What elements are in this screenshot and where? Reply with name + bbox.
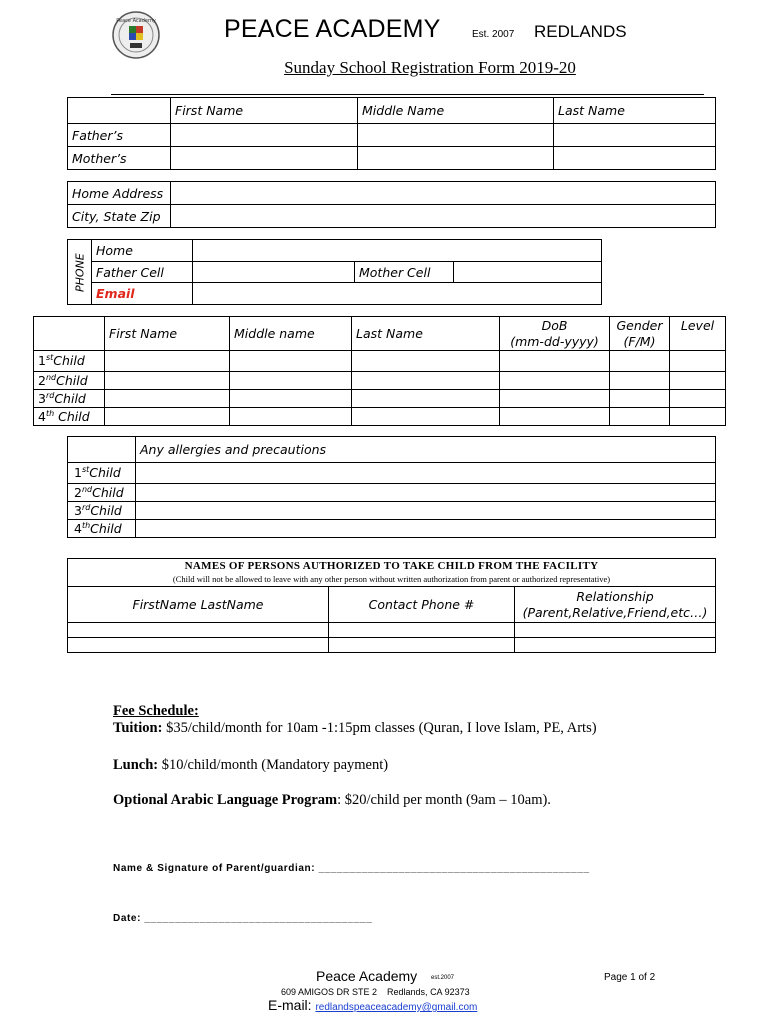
father-middle-field[interactable] [358, 124, 554, 147]
children-table [33, 316, 726, 426]
mother-cell-field[interactable] [454, 262, 602, 283]
email-label: Email [92, 283, 193, 305]
mother-first-field[interactable] [171, 147, 358, 170]
child-2-last-field[interactable] [352, 372, 500, 390]
child-col-first-name: First Name [105, 317, 230, 351]
mother-label: Mother’s [68, 147, 171, 170]
auth-relationship-field-2[interactable] [515, 638, 716, 653]
allergy-row-label: 2ndChild [68, 484, 136, 502]
page-number: Page 1 of 2 [604, 972, 656, 983]
svg-text:Peace Academy: Peace Academy [116, 18, 156, 24]
child-row-label: 1stChild [34, 351, 105, 372]
arabic-label: Optional Arabic Language Program [113, 792, 338, 808]
auth-name-field-2[interactable] [68, 638, 329, 653]
auth-phone-field-2[interactable] [329, 638, 515, 653]
child-4-first-field[interactable] [105, 408, 230, 426]
child-1-dob-field[interactable] [500, 351, 610, 372]
father-first-field[interactable] [171, 124, 358, 147]
auth-relationship-field-1[interactable] [515, 623, 716, 638]
authorized-heading [68, 559, 716, 587]
school-name: PEACE ACADEMY [224, 15, 441, 43]
auth-name-field-1[interactable] [68, 623, 329, 638]
child-3-last-field[interactable] [352, 390, 500, 408]
child-1-last-field[interactable] [352, 351, 500, 372]
child-4-dob-field[interactable] [500, 408, 610, 426]
lunch-line [113, 757, 388, 774]
child-3-level-field[interactable] [670, 390, 726, 408]
child-4-level-field[interactable] [670, 408, 726, 426]
child-3-first-field[interactable] [105, 390, 230, 408]
parents-table [67, 97, 716, 170]
fee-schedule-heading: Fee Schedule: [113, 703, 199, 719]
authorized-title: NAMES OF PERSONS AUTHORIZED TO TAKE CHILD FROM THE FACILITY [184, 560, 599, 572]
phone-table [67, 239, 602, 305]
auth-col-name: FirstName LastName [68, 587, 329, 623]
child-3-middle-field[interactable] [230, 390, 352, 408]
father-cell-label: Father Cell [92, 262, 193, 283]
tuition-line [113, 720, 597, 737]
home-address-field[interactable] [171, 182, 716, 205]
child-1-gender-field[interactable] [610, 351, 670, 372]
mother-middle-field[interactable] [358, 147, 554, 170]
established-year: Est. 2007 [472, 29, 515, 40]
allergy-row-label: 1stChild [68, 463, 136, 484]
child-col-last-name: Last Name [352, 317, 500, 351]
mother-cell-label: Mother Cell [355, 262, 454, 283]
child-2-level-field[interactable] [670, 372, 726, 390]
school-city: REDLANDS [534, 22, 627, 41]
dob-format: (mm-dd-yyyy) [510, 334, 599, 349]
child-col-gender [610, 317, 670, 351]
child-row-label: 3rdChild [34, 390, 105, 408]
title-divider [111, 94, 704, 95]
child-4-gender-field[interactable] [610, 408, 670, 426]
footer-est: est.2007 [431, 975, 455, 981]
footer-email-link[interactable]: redlandspeaceacademy@gmail.com [315, 1002, 478, 1013]
footer-name: Peace Academy [316, 968, 418, 984]
child-3-allergies-field[interactable] [136, 502, 716, 520]
child-row-label: 4th Child [34, 408, 105, 426]
child-1-first-field[interactable] [105, 351, 230, 372]
lunch-label: Lunch: [113, 757, 159, 773]
father-label: Father’s [68, 124, 171, 147]
school-logo [111, 10, 161, 60]
tuition-label: Tuition: [113, 720, 163, 736]
address-table [67, 181, 716, 228]
mother-last-field[interactable] [554, 147, 716, 170]
city-state-zip-field[interactable] [171, 205, 716, 228]
auth-phone-field-1[interactable] [329, 623, 515, 638]
child-2-allergies-field[interactable] [136, 484, 716, 502]
arabic-text: : $20/child per month (9am – 10am). [337, 792, 551, 808]
child-3-dob-field[interactable] [500, 390, 610, 408]
col-first-name: First Name [171, 98, 358, 124]
father-cell-field[interactable] [193, 262, 355, 283]
father-last-field[interactable] [554, 124, 716, 147]
city-state-zip-label: City, State Zip [68, 205, 171, 228]
allergies-header: Any allergies and precautions [136, 437, 716, 463]
child-col-dob [500, 317, 610, 351]
col-last-name: Last Name [554, 98, 716, 124]
auth-col-phone: Contact Phone # [329, 587, 515, 623]
child-1-middle-field[interactable] [230, 351, 352, 372]
child-4-last-field[interactable] [352, 408, 500, 426]
allergy-row-label: 3rdChild [68, 502, 136, 520]
dob-label: DoB [541, 318, 568, 333]
footer-email-line [268, 997, 477, 1013]
gender-label: Gender [616, 318, 663, 333]
form-title: Sunday School Registration Form 2019-20 [284, 58, 576, 77]
child-col-middle-name: Middle name [230, 317, 352, 351]
footer-email-label: E-mail: [268, 997, 312, 1013]
allergy-row-label: 4thChild [68, 520, 136, 538]
relationship-label: Relationship [576, 588, 654, 604]
col-middle-name: Middle Name [358, 98, 554, 124]
child-row-label: 2ndChild [34, 372, 105, 390]
authorized-table [67, 558, 716, 653]
child-2-first-field[interactable] [105, 372, 230, 390]
tuition-text: $35/child/month for 10am -1:15pm classes (Quran, I love Islam, PE, Arts) [162, 720, 597, 736]
authorized-note: (Child will not be allowed to leave with any other person without written authorization from parent or authorized representative) [172, 574, 611, 584]
relationship-options: (Parent,Relative,Friend,etc…) [522, 604, 708, 620]
email-field[interactable] [193, 283, 602, 305]
signature-line[interactable]: Name & Signature of Parent/guardian: ____________________________________________ [113, 863, 590, 874]
arabic-line [113, 792, 551, 809]
footer-address: 609 AMIGOS DR STE 2 Redlands, CA 92373 [281, 987, 470, 997]
home-phone-field[interactable] [193, 240, 602, 262]
home-phone-label: Home [92, 240, 193, 262]
child-col-level: Level [670, 317, 726, 351]
auth-col-relationship [515, 587, 716, 623]
date-line[interactable]: Date: _____________________________________ [113, 913, 373, 924]
child-2-dob-field[interactable] [500, 372, 610, 390]
child-2-gender-field[interactable] [610, 372, 670, 390]
child-2-middle-field[interactable] [230, 372, 352, 390]
phone-side-label: PHONE [68, 240, 92, 305]
child-3-gender-field[interactable] [610, 390, 670, 408]
child-4-allergies-field[interactable] [136, 520, 716, 538]
lunch-text: $10/child/month (Mandatory payment) [158, 757, 389, 773]
home-address-label: Home Address [68, 182, 171, 205]
allergies-table [67, 436, 716, 538]
gender-format: (F/M) [623, 334, 656, 349]
child-1-allergies-field[interactable] [136, 463, 716, 484]
child-4-middle-field[interactable] [230, 408, 352, 426]
child-1-level-field[interactable] [670, 351, 726, 372]
